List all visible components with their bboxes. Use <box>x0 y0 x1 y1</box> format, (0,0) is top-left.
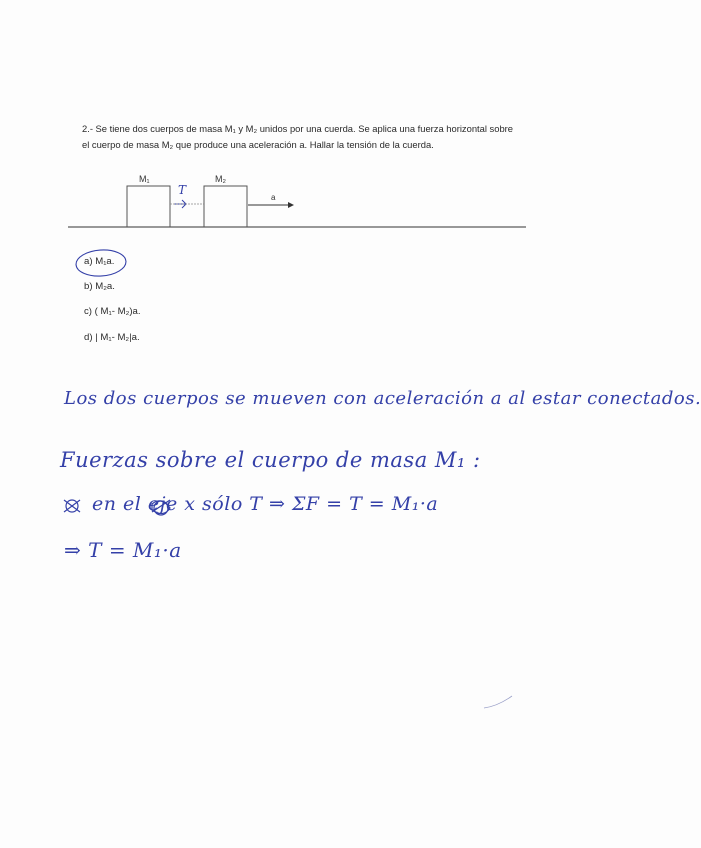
handwritten-line-2: Fuerzas sobre el cuerpo de masa M₁ : <box>60 448 481 472</box>
question-text: 2.- Se tiene dos cuerpos de masa M₁ y M₂ unidos por una cuerda. Se aplica una fuerza horizontal sobre el cuerpo de masa M₂ que produce una aceleración a. Hallar la tensión de la cuerda. <box>82 123 514 150</box>
option-a: a) M₁a. <box>84 256 115 267</box>
block1-label: M₁ <box>139 174 150 184</box>
accel-label: a <box>271 193 276 202</box>
handwritten-line-4: ⇒ T = M₁·a <box>64 538 182 562</box>
option-d: d) | M₁- M₂|a. <box>84 332 140 343</box>
block2-label: M₂ <box>215 174 226 184</box>
handwritten-line-1: Los dos cuerpos se mueven con aceleración a al estar conectados. <box>64 388 701 409</box>
option-c: c) ( M₁- M₂)a. <box>84 306 141 317</box>
tension-label: T <box>178 183 187 197</box>
option-b: b) M₂a. <box>84 281 115 292</box>
handwritten-line-3: en el eje x sólo T ⇒ ΣF = T = M₁·a <box>92 493 439 515</box>
